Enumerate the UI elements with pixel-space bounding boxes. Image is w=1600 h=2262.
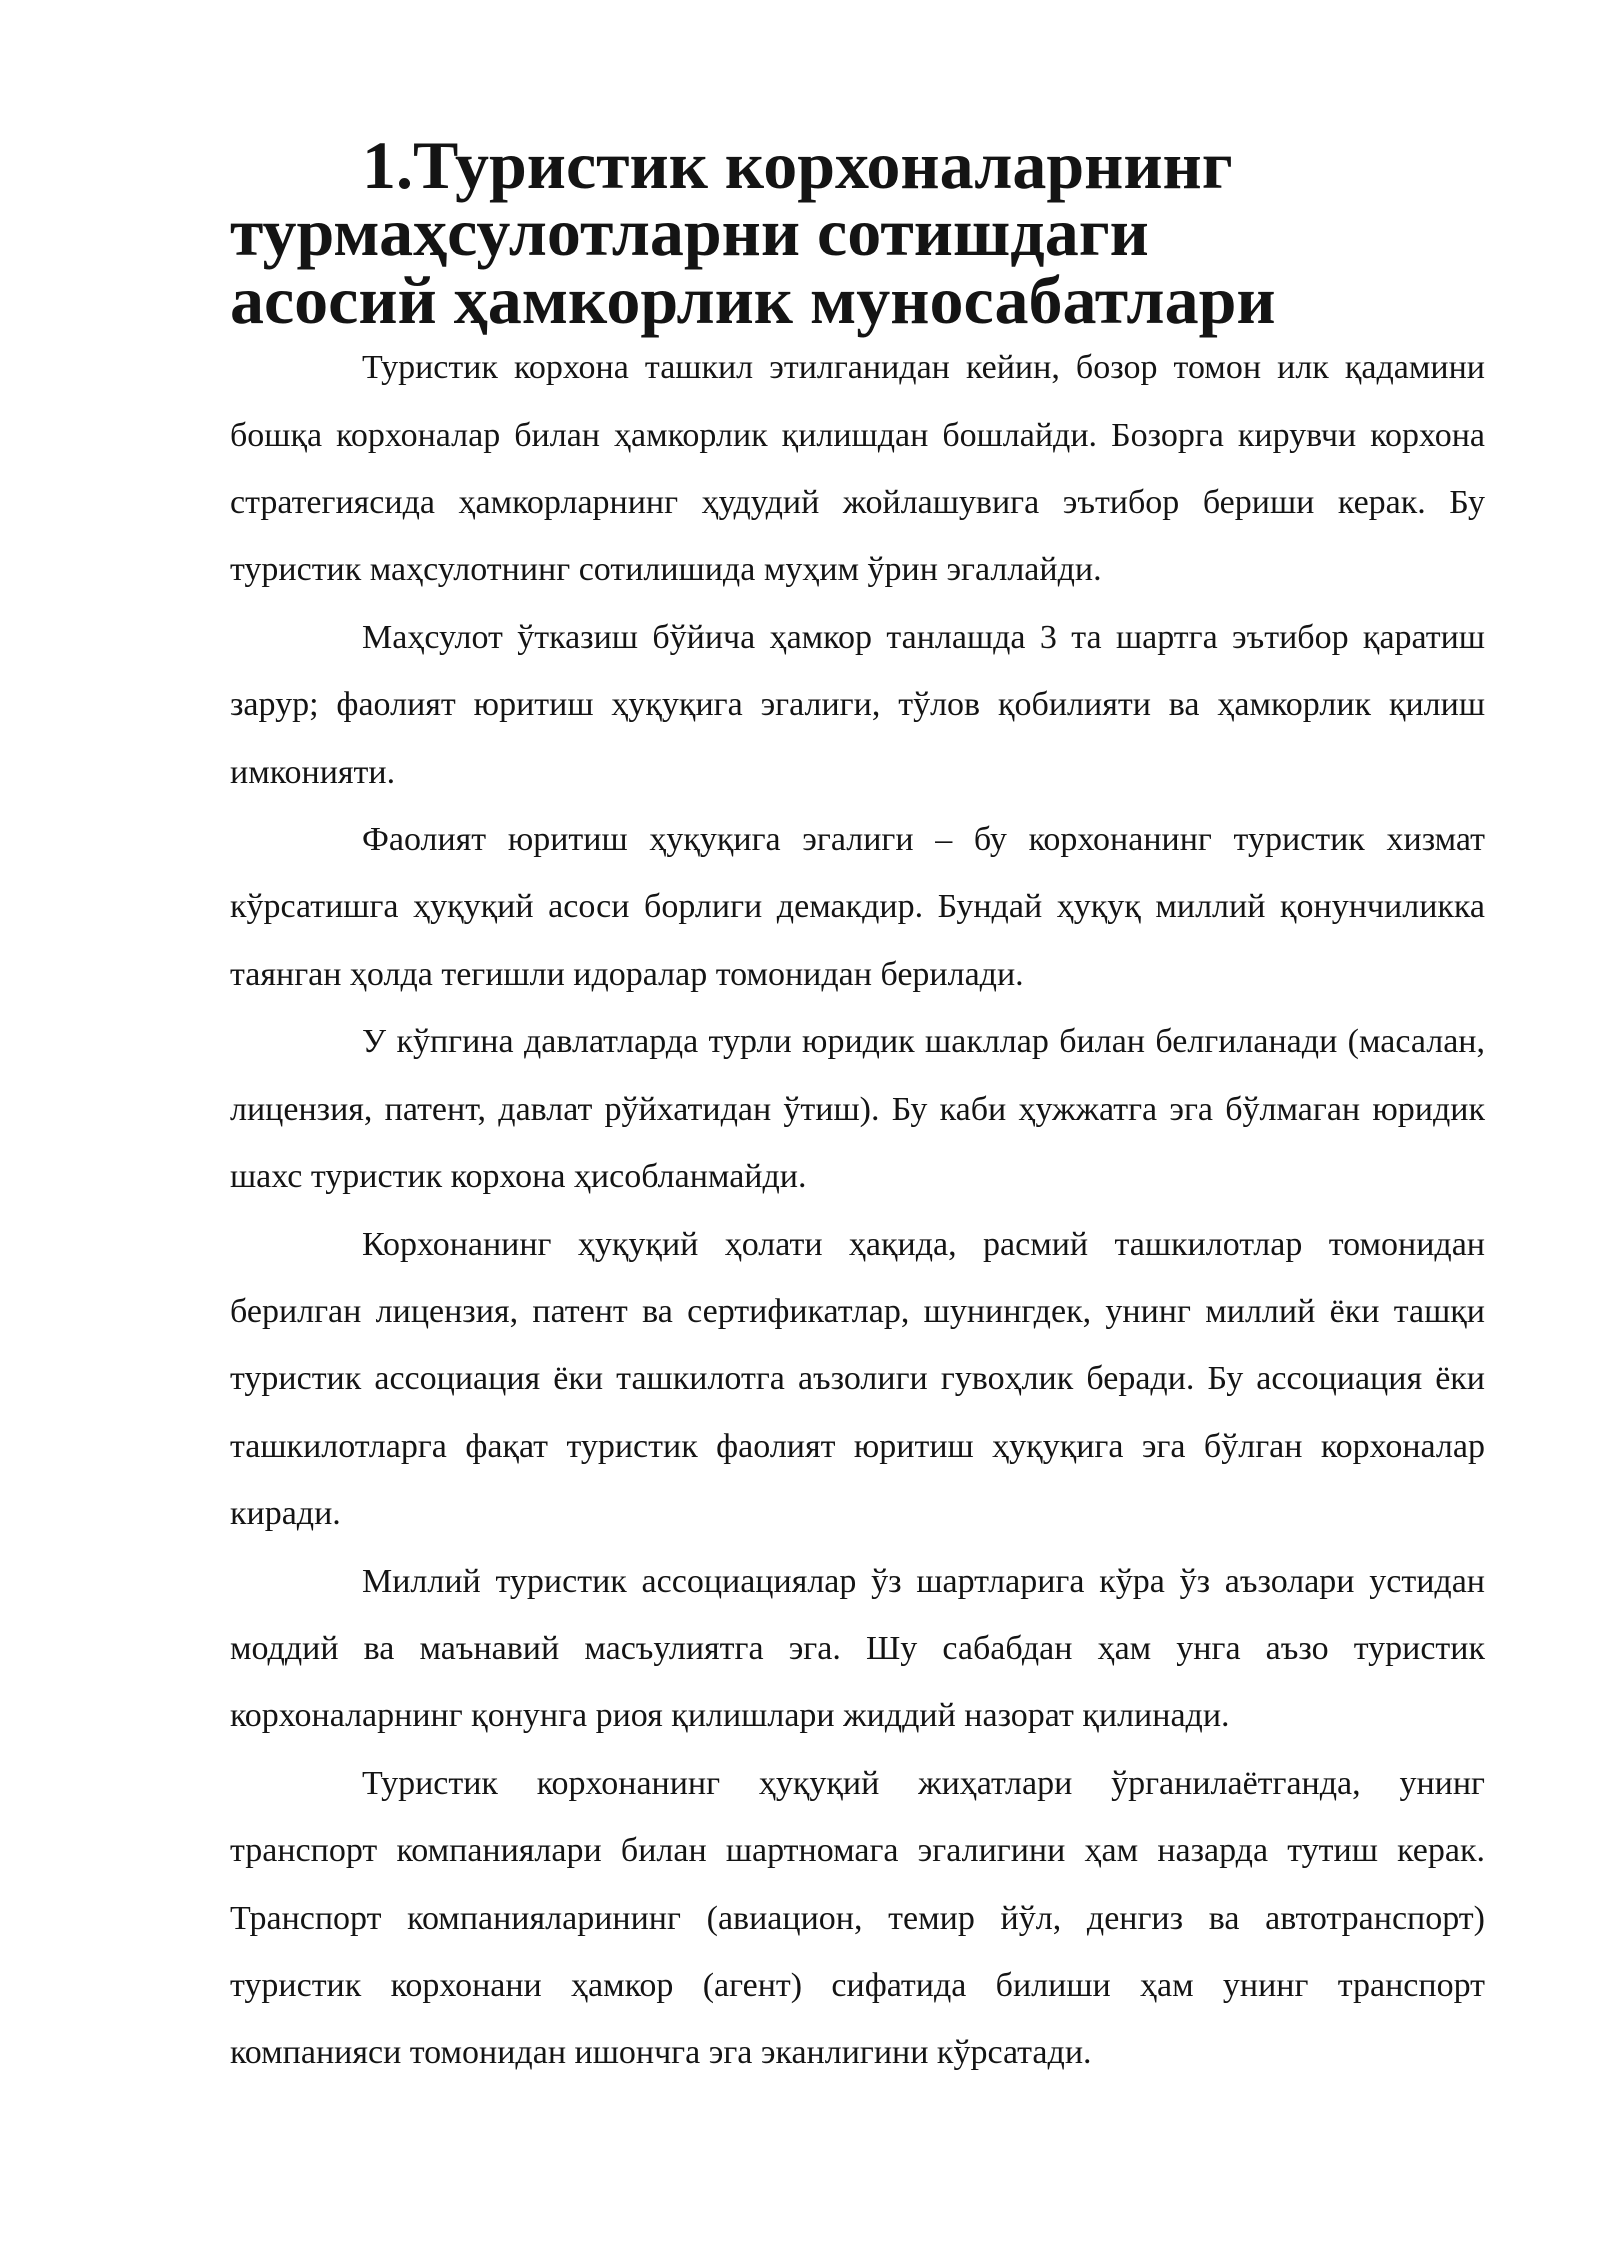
paragraph-7: Туристик корхонанинг ҳуқуқий жиҳатлари ўрганилаётганда, унинг транспорт компаниялари билан шартномага эгалигини ҳам назарда тутиш керак. Транспорт компанияларининг (авиацион, темир йўл, денгиз ва автотранспорт) туристик корхонани ҳамкор (агент) сифатида билиши ҳам унинг транспорт компанияси томонидан ишончга эга эканлигини кўрсатади. xyxy=(230,1764,1485,2072)
paragraph-3: Фаолият юритиш ҳуқуқига эгалиги – бу корхонанинг туристик хизмат кўрсатишга ҳуқуқий асоси борлиги демакдир. Бундай ҳуқуқ миллий қонунчиликка таянган ҳолда тегишли идоралар томонидан берилади. xyxy=(230,821,1485,993)
paragraph-5: Корхонанинг ҳуқуқий ҳолати ҳақида, расмий ташкилотлар томонидан берилган лицензия, патент ва сертификатлар, шунингдек, унинг миллий ёки ташқи туристик ассоциация ёки ташкилотга аъзолиги гувоҳлик беради. Бу ассоциация ёки ташкилотларга фақат туристик фаолият юритиш ҳуқуқига эга бўлган корхоналар киради. xyxy=(230,1225,1485,1533)
paragraph-6: Миллий туристик ассоциациялар ўз шартларига кўра ўз аъзолари устидан моддий ва маънавий масъулиятга эга. Шу сабабдан ҳам унга аъзо туристик корхоналарнинг қонунга риоя қилишлари жиддий назорат қилинади. xyxy=(230,1562,1485,1735)
heading-line-2: асосий ҳамкорлик муносабатлари xyxy=(230,261,1276,338)
paragraph-2: Маҳсулот ўтказиш бўйича ҳамкор танлашда 3 та шартга эътибор қаратиш зарур; фаолият юритиш ҳуқуқига эгалиги, тўлов қобилияти ва ҳамкорлик қилиш имконияти. xyxy=(230,618,1485,791)
paragraph-1: Туристик корхона ташкил этилганидан кейин, бозор томон илк қадамини бошқа корхоналар билан ҳамкорлик қилишдан бошлайди. Бозорга кирувчи корхона стратегиясида ҳамкорларнинг ҳудудий жойлашувига эътибор бериши керак. Бу туристик маҳсулотнинг сотилишида муҳим ўрин эгаллайди. xyxy=(230,349,1485,589)
section-heading xyxy=(230,127,1485,338)
document-page xyxy=(230,127,1485,2087)
heading-line-1: 1.Туристик корхоналарнинг турмаҳсулотларни сотишдаги xyxy=(230,127,1233,271)
paragraph-4: У кўпгина давлатларда турли юридик шакллар билан белгиланади (масалан, лицензия, патент, давлат рўйхатидан ўтиш). Бу каби ҳужжатга эга бўлмаган юридик шахс туристик корхона ҳисобланмайди. xyxy=(230,1023,1485,1196)
